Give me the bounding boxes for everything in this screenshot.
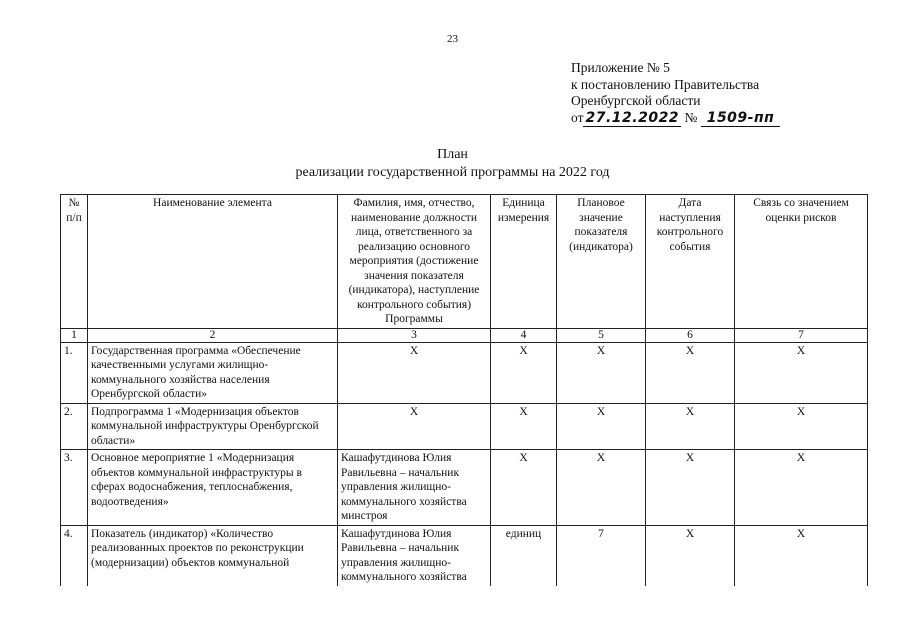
row-plan-value: X bbox=[557, 450, 646, 526]
row-name: Подпрограмма 1 «Модернизация объектов коммунальной инфраструктуры Оренбургской области» bbox=[88, 403, 338, 450]
row-name: Основное мероприятие 1 «Модернизация объектов коммунальной инфраструктуры в сферах водоснабжения, теплоснабжения, водоотведения» bbox=[88, 450, 338, 526]
header-plan-value: Плановое значение показателя (индикатора) bbox=[557, 195, 646, 329]
header-responsible: Фамилия, имя, отчество, наименование должности лица, ответственного за реализацию основного мероприятия (достижение значения показателя (индикатора), наступление контрольного события) Программы bbox=[338, 195, 491, 329]
row-number: 4. bbox=[61, 525, 88, 586]
row-plan-value: X bbox=[557, 342, 646, 403]
column-number: 5 bbox=[557, 328, 646, 342]
row-unit: X bbox=[491, 403, 557, 450]
row-responsible: X bbox=[338, 403, 491, 450]
table-header-row bbox=[61, 195, 868, 329]
handwritten-date: 27.12.2022 bbox=[585, 109, 680, 126]
column-number: 3 bbox=[338, 328, 491, 342]
row-responsible: Кашафутдинова Юлия Равильевна – начальник управления жилищно-коммунального хозяйства минстроя bbox=[338, 450, 491, 526]
appendix-date-line bbox=[571, 110, 780, 127]
row-control-date: X bbox=[646, 403, 735, 450]
row-risk: X bbox=[735, 525, 868, 586]
appendix-region: Оренбургской области bbox=[571, 93, 701, 108]
appendix-title: Приложение № 5 bbox=[571, 60, 670, 75]
table-row bbox=[61, 403, 868, 450]
header-unit: Единица измерения bbox=[491, 195, 557, 329]
table-row bbox=[61, 525, 868, 586]
plan-table bbox=[60, 194, 868, 586]
column-number: 2 bbox=[88, 328, 338, 342]
row-name: Показатель (индикатор) «Количество реализованных проектов по реконструкции (модернизации) объектов коммунальной bbox=[88, 525, 338, 586]
row-number: 3. bbox=[61, 450, 88, 526]
column-number: 7 bbox=[735, 328, 868, 342]
row-responsible: X bbox=[338, 342, 491, 403]
appendix-resolution: к постановлению Правительства bbox=[571, 76, 760, 92]
row-unit: X bbox=[491, 342, 557, 403]
row-responsible: Кашафутдинова Юлия Равильевна – начальник управления жилищно-коммунального хозяйства bbox=[338, 525, 491, 586]
row-risk: X bbox=[735, 450, 868, 526]
row-plan-value: X bbox=[557, 403, 646, 450]
header-risk: Связь со значением оценки рисков bbox=[735, 195, 868, 329]
header-control-date: Дата наступления контрольного события bbox=[646, 195, 735, 329]
column-numbers-row bbox=[61, 328, 868, 342]
plan-title-line2: реализации государственной программы на 2022 год bbox=[295, 165, 610, 180]
row-control-date: X bbox=[646, 450, 735, 526]
plan-title bbox=[0, 146, 905, 182]
row-risk: X bbox=[735, 342, 868, 403]
row-unit: единиц bbox=[491, 525, 557, 586]
header-number: № п/п bbox=[61, 195, 88, 329]
row-name: Государственная программа «Обеспечение качественными услугами жилищно-коммунального хозяйства населения Оренбургской области» bbox=[88, 342, 338, 403]
appendix-number-sign: № bbox=[684, 109, 698, 125]
table-row bbox=[61, 342, 868, 403]
row-number: 1. bbox=[61, 342, 88, 403]
page-number: 23 bbox=[447, 33, 458, 45]
appendix-ot: от bbox=[571, 109, 584, 125]
column-number: 4 bbox=[491, 328, 557, 342]
row-control-date: X bbox=[646, 342, 735, 403]
column-number: 6 bbox=[646, 328, 735, 342]
header-name: Наименование элемента bbox=[88, 195, 338, 329]
row-plan-value: 7 bbox=[557, 525, 646, 586]
row-control-date: X bbox=[646, 525, 735, 586]
row-unit: X bbox=[491, 450, 557, 526]
table-row bbox=[61, 450, 868, 526]
column-number: 1 bbox=[61, 328, 88, 342]
row-risk: X bbox=[735, 403, 868, 450]
appendix-block bbox=[571, 60, 780, 126]
handwritten-number: 1509-пп bbox=[701, 110, 781, 127]
plan-title-line1: План bbox=[437, 147, 468, 162]
row-number: 2. bbox=[61, 403, 88, 450]
